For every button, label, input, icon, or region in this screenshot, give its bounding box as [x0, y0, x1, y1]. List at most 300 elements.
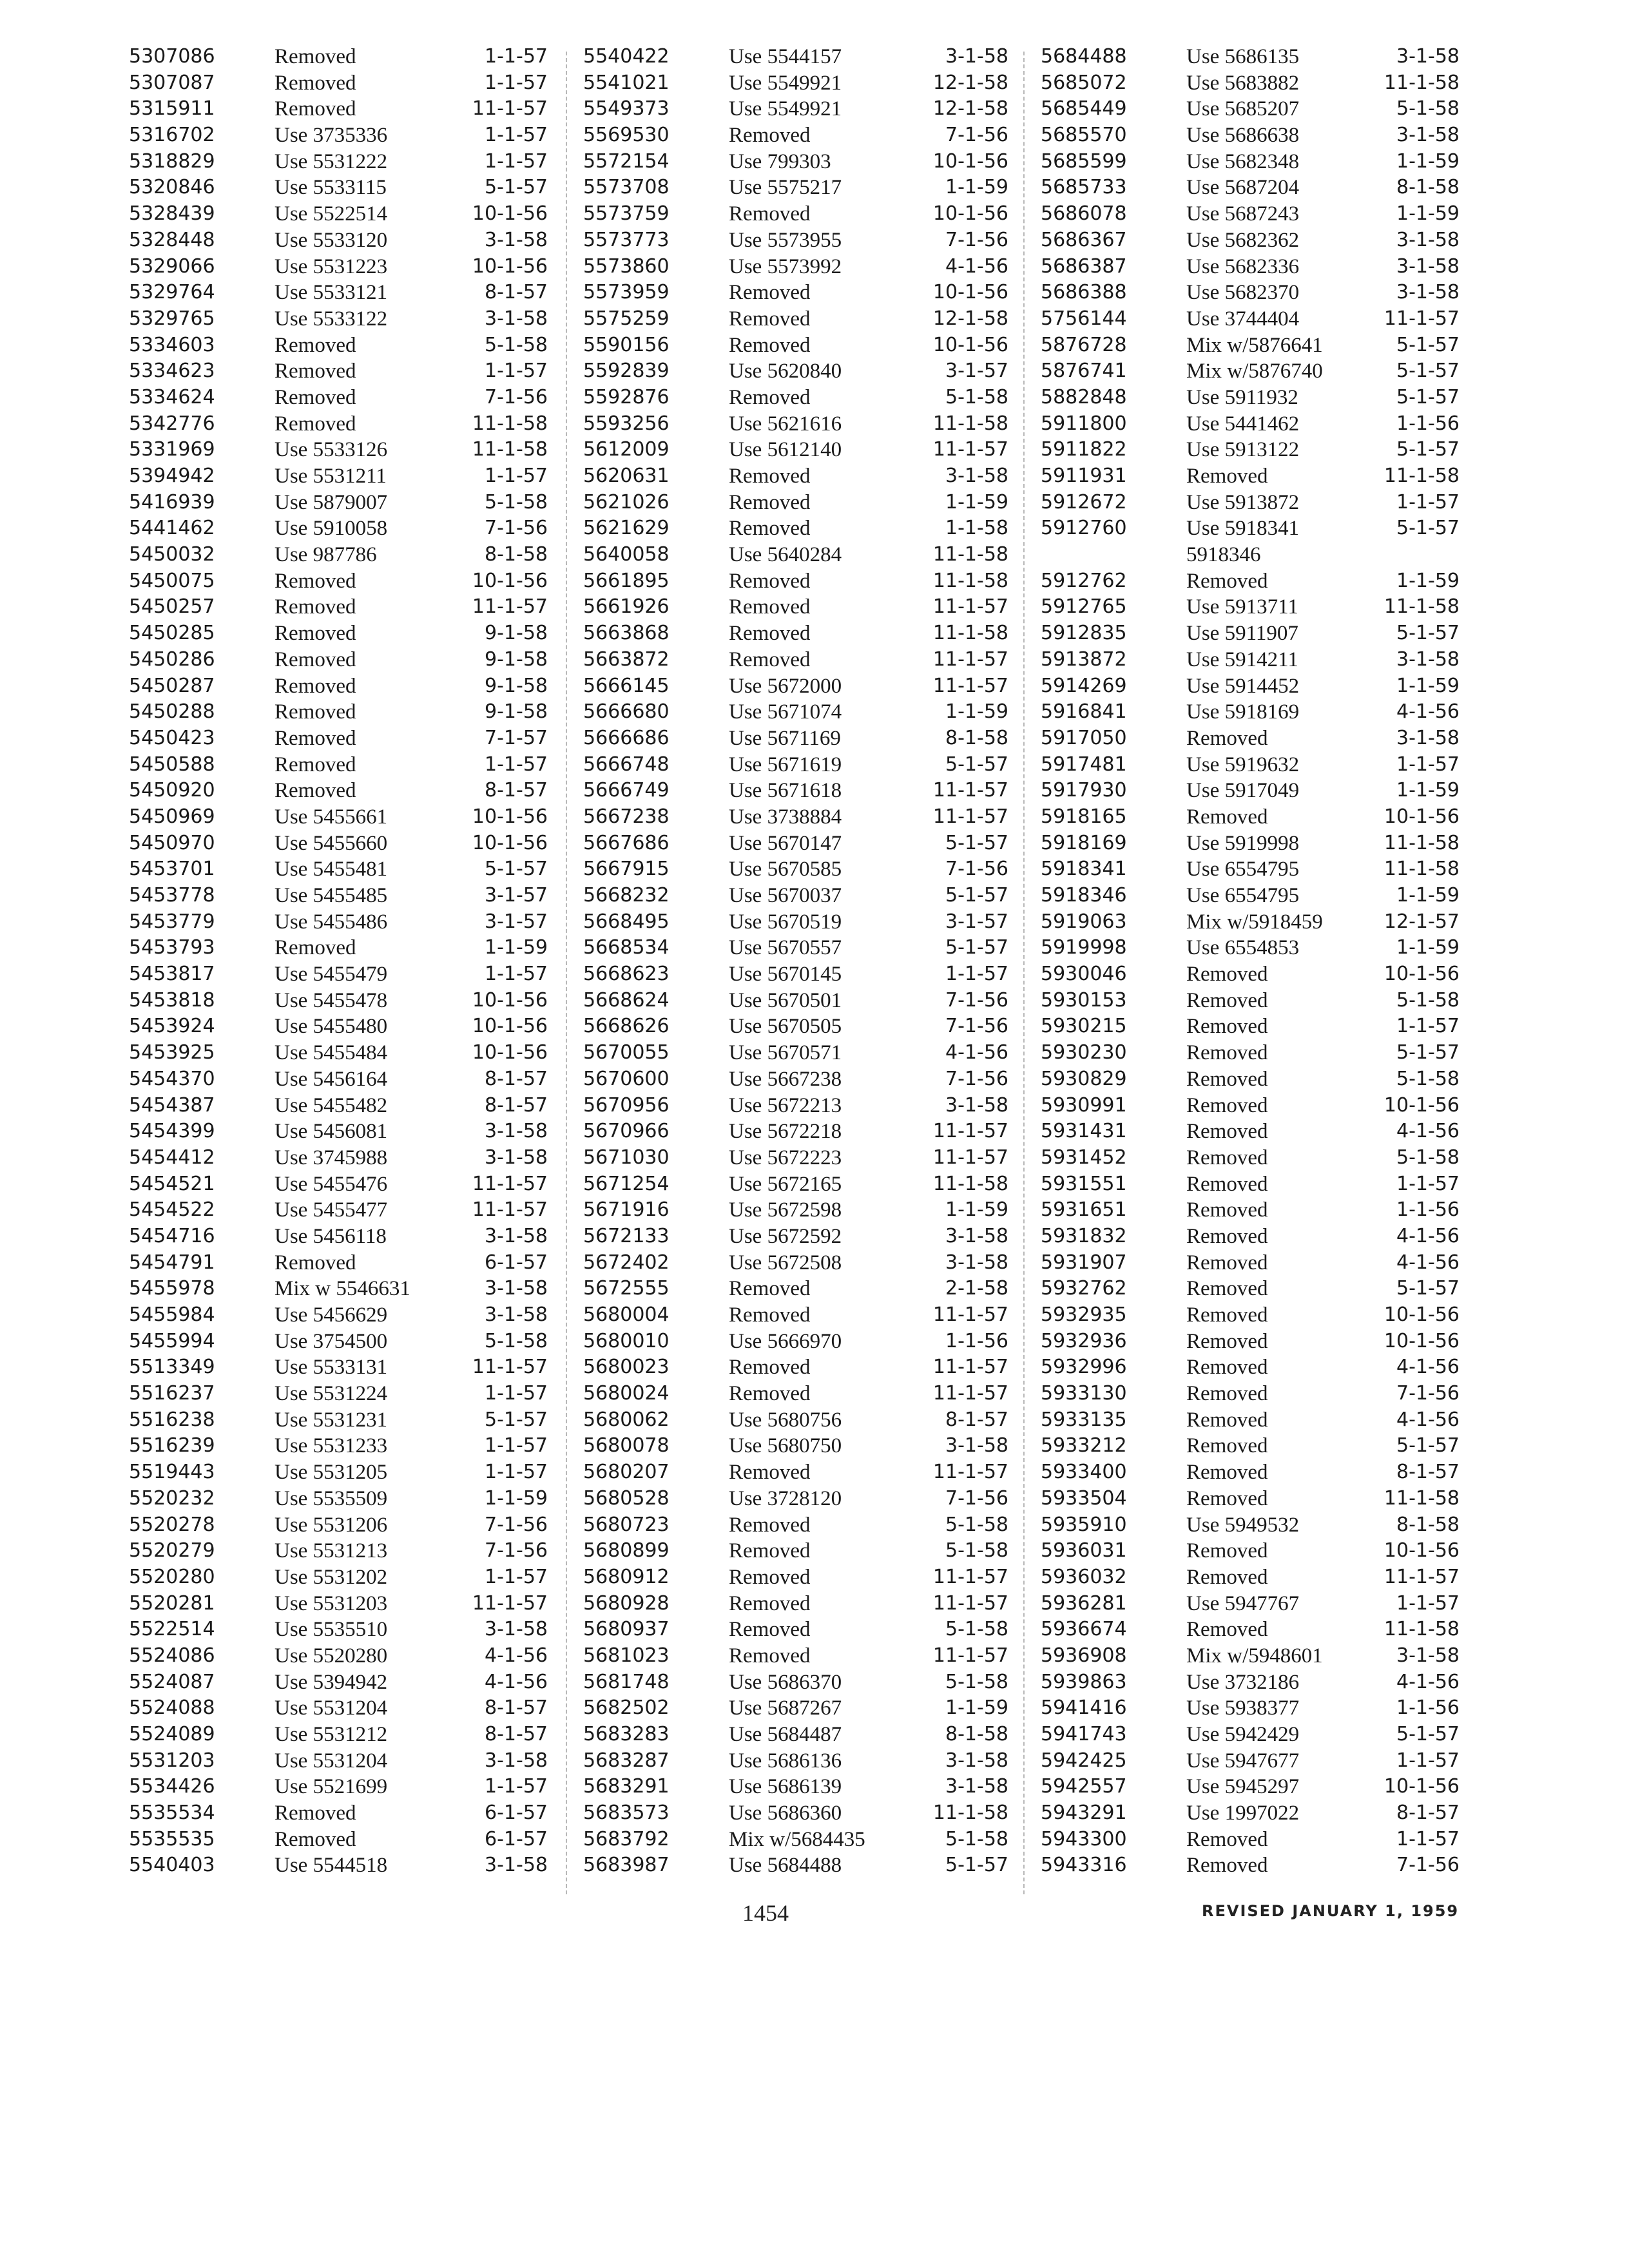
effective-date: 10-1-56	[1383, 1303, 1460, 1326]
disposition: Use 5947677	[1186, 1749, 1300, 1773]
effective-date: 12-1-58	[932, 71, 1008, 94]
part-number: 5941416	[1041, 1696, 1127, 1720]
table-row	[583, 1669, 1008, 1696]
table-row	[129, 175, 548, 201]
disposition: Removed	[1186, 1015, 1268, 1039]
table-row	[129, 411, 548, 437]
disposition: Use 5531213	[275, 1539, 388, 1563]
part-number: 5520232	[129, 1486, 215, 1510]
effective-date: 8-1-57	[485, 1093, 548, 1117]
part-number: 5394942	[129, 465, 215, 487]
part-number: 5942557	[1041, 1775, 1127, 1798]
part-number: 5592876	[583, 385, 670, 408]
disposition: Use 5686370	[729, 1670, 842, 1694]
part-number: 5916841	[1041, 700, 1127, 724]
disposition: Use 5531231	[275, 1408, 388, 1432]
table-row	[129, 332, 548, 359]
disposition: Use 5455477	[275, 1198, 388, 1222]
part-number: 5912762	[1041, 569, 1127, 592]
table-row	[1041, 1722, 1460, 1748]
table-row	[129, 385, 548, 411]
part-number: 5307086	[129, 45, 215, 68]
effective-date: 10-1-56	[472, 831, 548, 854]
effective-date: 4-1-56	[1396, 1670, 1460, 1693]
table-row	[129, 647, 548, 673]
disposition: Removed	[275, 333, 356, 357]
effective-date: 9-1-58	[485, 674, 548, 697]
table-row	[1041, 1774, 1460, 1800]
effective-date: 11-1-57	[932, 805, 1008, 828]
effective-date: 5-1-57	[945, 884, 1008, 907]
table-row	[129, 1276, 548, 1302]
part-number: 5911800	[1041, 412, 1127, 435]
effective-date: 1-1-59	[1396, 884, 1460, 907]
effective-date: 1-1-56	[1396, 1696, 1460, 1720]
disposition: Removed	[1186, 963, 1268, 986]
effective-date: 1-1-57	[485, 360, 548, 383]
effective-date: 5-1-58	[485, 490, 548, 514]
disposition: Removed	[275, 622, 356, 646]
effective-date: 1-1-57	[1396, 1827, 1460, 1850]
effective-date: 3-1-58	[945, 1434, 1008, 1457]
disposition: Use 5672000	[729, 674, 842, 698]
effective-date: 1-1-57	[1396, 753, 1460, 776]
part-number: 5668624	[583, 988, 670, 1012]
effective-date: 11-1-58	[472, 438, 548, 461]
effective-date: 5-1-58	[485, 1329, 548, 1352]
disposition: Use 5672218	[729, 1120, 842, 1144]
part-number: 5513349	[129, 1356, 215, 1379]
disposition: Use 5682370	[1186, 281, 1300, 305]
disposition: Removed	[1186, 465, 1268, 488]
part-number: 5663872	[583, 648, 670, 671]
table-row	[583, 594, 1008, 620]
part-number: 5686367	[1041, 228, 1127, 251]
effective-date: 5-1-57	[1396, 1434, 1460, 1457]
part-number: 5917481	[1041, 753, 1127, 776]
disposition: Use 5671074	[729, 700, 842, 724]
table-row	[583, 1302, 1008, 1329]
table-row	[583, 1512, 1008, 1539]
table-row	[583, 673, 1008, 700]
effective-date: 8-1-57	[485, 1067, 548, 1090]
table-row	[1041, 568, 1460, 595]
table-row	[1041, 1093, 1460, 1119]
table-row	[1041, 332, 1460, 359]
disposition: 5918346	[1186, 543, 1261, 567]
effective-date: 4-1-56	[1396, 1356, 1460, 1379]
effective-date: 3-1-58	[485, 1146, 548, 1169]
effective-date: 8-1-58	[1396, 176, 1460, 199]
effective-date: 11-1-57	[932, 1644, 1008, 1667]
effective-date: 4-1-56	[945, 1041, 1008, 1064]
effective-date: 5-1-57	[945, 753, 1008, 776]
effective-date: 4-1-56	[1396, 1408, 1460, 1431]
part-number: 5640058	[583, 543, 670, 566]
disposition: Use 5686638	[1186, 124, 1300, 148]
table-row	[129, 1852, 548, 1879]
disposition: Use 3754500	[275, 1329, 388, 1353]
disposition: Use 5573955	[729, 228, 842, 252]
disposition: Mix w/5684435	[729, 1827, 865, 1851]
disposition: Use 5640284	[729, 543, 842, 567]
disposition: Use 5533126	[275, 438, 388, 462]
disposition: Removed	[1186, 1356, 1268, 1379]
table-row	[583, 1276, 1008, 1302]
effective-date: 3-1-57	[485, 910, 548, 933]
effective-date: 3-1-58	[485, 1618, 548, 1641]
disposition: Use 5917049	[1186, 779, 1300, 803]
table-row	[583, 1171, 1008, 1198]
table-row	[1041, 1250, 1460, 1276]
disposition: Use 5531203	[275, 1591, 388, 1615]
part-number: 5930230	[1041, 1041, 1127, 1064]
part-number: 5453793	[129, 936, 215, 959]
part-number: 5334623	[129, 360, 215, 383]
table-row	[1041, 856, 1460, 883]
table-row	[1041, 96, 1460, 122]
effective-date: 1-1-58	[945, 517, 1008, 540]
disposition: Removed	[1186, 1120, 1268, 1144]
part-number: 5666749	[583, 779, 670, 802]
part-number: 5936674	[1041, 1618, 1127, 1641]
disposition: Use 5666970	[729, 1329, 842, 1353]
effective-date: 11-1-57	[932, 1382, 1008, 1405]
effective-date: 6-1-57	[485, 1251, 548, 1274]
part-number: 5681748	[583, 1670, 670, 1693]
table-row	[1041, 542, 1460, 568]
table-row	[1041, 385, 1460, 411]
table-row	[129, 1591, 548, 1617]
part-number: 5930215	[1041, 1015, 1127, 1038]
part-number: 5936908	[1041, 1644, 1127, 1667]
disposition: Removed	[1186, 1303, 1268, 1327]
table-row	[1041, 961, 1460, 988]
table-row	[129, 44, 548, 70]
disposition: Use 5455484	[275, 1041, 388, 1065]
effective-date: 3-1-58	[945, 465, 1008, 487]
table-row	[129, 149, 548, 175]
table-row	[129, 1827, 548, 1853]
table-row	[1041, 490, 1460, 516]
part-number: 5454399	[129, 1120, 215, 1143]
table-row	[583, 752, 1008, 778]
disposition: Use 5535510	[275, 1618, 388, 1642]
table-row	[583, 909, 1008, 936]
effective-date: 11-1-57	[472, 1591, 548, 1615]
table-row	[583, 1197, 1008, 1224]
table-row	[583, 961, 1008, 988]
disposition: Use 5680756	[729, 1408, 842, 1432]
table-row	[1041, 70, 1460, 97]
effective-date: 11-1-58	[1383, 831, 1460, 854]
table-row	[583, 1093, 1008, 1119]
effective-date: 1-1-56	[1396, 412, 1460, 435]
effective-date: 3-1-58	[485, 228, 548, 251]
disposition: Removed	[275, 936, 356, 960]
table-row	[1041, 699, 1460, 726]
effective-date: 12-1-58	[932, 97, 1008, 120]
table-row	[583, 1145, 1008, 1171]
part-number: 5931551	[1041, 1172, 1127, 1195]
effective-date: 4-1-56	[485, 1644, 548, 1667]
disposition: Use 5573992	[729, 255, 842, 278]
effective-date: 5-1-57	[1396, 333, 1460, 356]
effective-date: 10-1-56	[932, 149, 1008, 173]
effective-date: 5-1-58	[1396, 988, 1460, 1012]
disposition: Use 5671618	[729, 779, 842, 803]
effective-date: 3-1-58	[485, 1303, 548, 1326]
table-row	[583, 149, 1008, 175]
effective-date: 1-1-56	[945, 1329, 1008, 1352]
effective-date: 7-1-56	[485, 1539, 548, 1562]
effective-date: 5-1-57	[1396, 360, 1460, 383]
effective-date: 11-1-58	[1383, 595, 1460, 619]
disposition: Removed	[275, 1827, 356, 1851]
part-number: 5569530	[583, 124, 670, 147]
part-number: 5307087	[129, 71, 215, 94]
disposition: Use 5672223	[729, 1146, 842, 1169]
disposition: Use 5680750	[729, 1434, 842, 1458]
effective-date: 7-1-56	[945, 1486, 1008, 1510]
effective-date: 11-1-57	[1383, 307, 1460, 330]
part-number: 5450075	[129, 569, 215, 592]
part-number: 5933504	[1041, 1486, 1127, 1510]
part-number: 5549373	[583, 97, 670, 120]
part-number: 5329764	[129, 281, 215, 304]
disposition: Use 5684488	[729, 1854, 842, 1878]
table-row	[583, 254, 1008, 280]
table-row	[129, 673, 548, 700]
part-number: 5931452	[1041, 1146, 1127, 1169]
table-row	[129, 961, 548, 988]
effective-date: 3-1-58	[945, 1251, 1008, 1274]
disposition: Use 5686360	[729, 1802, 842, 1825]
part-number: 5454716	[129, 1224, 215, 1247]
disposition: Use 5533131	[275, 1356, 388, 1379]
part-number: 5671254	[583, 1172, 670, 1195]
effective-date: 3-1-57	[945, 910, 1008, 933]
disposition: Removed	[1186, 1329, 1268, 1353]
effective-date: 11-1-57	[932, 1303, 1008, 1326]
disposition: Use 3732186	[1186, 1670, 1300, 1694]
effective-date: 5-1-57	[1396, 517, 1460, 540]
part-number: 5670055	[583, 1041, 670, 1064]
disposition: Use 5914211	[1186, 648, 1298, 671]
table-row	[129, 883, 548, 909]
part-number: 5914269	[1041, 674, 1127, 697]
effective-date: 5-1-58	[945, 1827, 1008, 1850]
part-number: 5680078	[583, 1434, 670, 1457]
table-row	[1041, 149, 1460, 175]
effective-date: 5-1-58	[485, 333, 548, 356]
effective-date: 1-1-57	[485, 124, 548, 147]
effective-date: 3-1-58	[485, 1277, 548, 1300]
table-row	[583, 883, 1008, 909]
part-number: 5931832	[1041, 1224, 1127, 1247]
part-number: 5912672	[1041, 490, 1127, 514]
disposition: Use 5918169	[1186, 700, 1300, 724]
effective-date: 10-1-56	[1383, 963, 1460, 986]
disposition: Removed	[1186, 1198, 1268, 1222]
effective-date: 1-1-57	[485, 45, 548, 68]
table-row	[583, 280, 1008, 306]
disposition: Use 6554795	[1186, 884, 1300, 907]
table-row	[1041, 620, 1460, 647]
disposition: Removed	[729, 1303, 811, 1327]
part-number: 5936281	[1041, 1591, 1127, 1615]
effective-date: 10-1-56	[1383, 805, 1460, 828]
disposition: Use 5670145	[729, 963, 842, 986]
disposition: Use 5942429	[1186, 1723, 1300, 1746]
effective-date: 1-1-59	[1396, 779, 1460, 802]
disposition: Use 5686135	[1186, 45, 1300, 68]
table-row	[583, 1695, 1008, 1722]
part-number: 5453925	[129, 1041, 215, 1064]
table-row	[583, 568, 1008, 595]
part-number: 5683287	[583, 1749, 670, 1772]
disposition: Use 5533121	[275, 281, 388, 305]
effective-date: 10-1-56	[472, 1015, 548, 1038]
table-row	[129, 1538, 548, 1564]
disposition: Removed	[275, 569, 356, 593]
table-row	[129, 1695, 548, 1722]
table-row	[129, 1486, 548, 1512]
effective-date: 11-1-58	[1383, 1618, 1460, 1641]
effective-date: 7-1-56	[485, 385, 548, 408]
disposition: Removed	[729, 490, 811, 514]
table-row	[583, 856, 1008, 883]
disposition: Use 5671619	[729, 753, 842, 776]
table-row	[129, 1722, 548, 1748]
disposition: Removed	[1186, 1539, 1268, 1563]
part-number: 5668534	[583, 936, 670, 959]
effective-date: 8-1-57	[485, 1696, 548, 1720]
disposition: Removed	[729, 465, 811, 488]
disposition: Removed	[1186, 569, 1268, 593]
disposition: Use 5918341	[1186, 517, 1300, 541]
part-number: 5416939	[129, 490, 215, 514]
effective-date: 7-1-56	[945, 1015, 1008, 1038]
part-number: 5932936	[1041, 1329, 1127, 1352]
disposition: Use 5682362	[1186, 228, 1300, 252]
disposition: Use 5913122	[1186, 438, 1300, 462]
table-row	[129, 804, 548, 831]
disposition: Use 5670037	[729, 884, 842, 907]
disposition: Use 5687243	[1186, 202, 1300, 226]
part-number: 5534426	[129, 1775, 215, 1798]
table-row	[1041, 463, 1460, 490]
effective-date: 1-1-57	[485, 753, 548, 776]
disposition: Use 5455479	[275, 963, 388, 986]
part-number: 5453818	[129, 988, 215, 1012]
effective-date: 7-1-56	[945, 124, 1008, 147]
effective-date: 5-1-58	[1396, 1067, 1460, 1090]
part-number: 5682502	[583, 1696, 670, 1720]
table-row	[583, 515, 1008, 542]
table-row	[1041, 988, 1460, 1014]
part-number: 5454521	[129, 1172, 215, 1195]
part-number: 5683573	[583, 1802, 670, 1825]
table-row	[1041, 1669, 1460, 1696]
table-row	[1041, 201, 1460, 227]
disposition: Removed	[729, 385, 811, 409]
table-row	[583, 1459, 1008, 1486]
table-row	[129, 1669, 548, 1696]
part-number: 5913872	[1041, 648, 1127, 671]
table-row	[129, 1224, 548, 1250]
disposition: Use 5549921	[729, 71, 842, 95]
effective-date: 10-1-56	[1383, 1329, 1460, 1352]
disposition: Use 5910058	[275, 517, 388, 541]
table-row	[583, 1040, 1008, 1066]
disposition: Use 5919998	[1186, 831, 1300, 855]
disposition: Use 5531222	[275, 149, 388, 173]
table-row	[583, 1800, 1008, 1827]
effective-date: 7-1-56	[945, 1067, 1008, 1090]
disposition: Mix w/5918459	[1186, 910, 1323, 934]
part-number: 5681023	[583, 1644, 670, 1667]
part-number: 5936032	[1041, 1565, 1127, 1588]
table-row	[583, 1119, 1008, 1145]
part-number: 5680004	[583, 1303, 670, 1326]
effective-date: 3-1-58	[1396, 228, 1460, 251]
effective-date: 5-1-57	[485, 858, 548, 881]
part-number: 5668232	[583, 884, 670, 907]
table-row	[129, 1774, 548, 1800]
part-number: 5453924	[129, 1015, 215, 1038]
part-number: 5939863	[1041, 1670, 1127, 1693]
disposition: Use 5621616	[729, 412, 842, 436]
effective-date: 8-1-58	[945, 1723, 1008, 1745]
effective-date: 11-1-57	[932, 438, 1008, 461]
effective-date: 7-1-56	[485, 1513, 548, 1536]
effective-date: 1-1-57	[1396, 1591, 1460, 1615]
table-row	[129, 1302, 548, 1329]
effective-date: 10-1-56	[932, 333, 1008, 356]
effective-date: 8-1-58	[1396, 1513, 1460, 1536]
effective-date: 5-1-58	[945, 1539, 1008, 1562]
disposition: Use 5938377	[1186, 1696, 1300, 1720]
part-number: 5318829	[129, 149, 215, 173]
effective-date: 10-1-56	[472, 805, 548, 828]
part-number: 5680528	[583, 1486, 670, 1510]
table-row	[1041, 1564, 1460, 1591]
part-number: 5668626	[583, 1015, 670, 1038]
disposition: Use 3735336	[275, 124, 388, 148]
disposition: Use 5947767	[1186, 1591, 1300, 1615]
disposition: Use 5455476	[275, 1172, 388, 1196]
part-number: 5516238	[129, 1408, 215, 1431]
part-number: 5680062	[583, 1408, 670, 1431]
effective-date: 11-1-58	[1383, 1486, 1460, 1510]
table-row	[1041, 1800, 1460, 1827]
disposition: Use 5455661	[275, 805, 388, 829]
table-row	[129, 358, 548, 385]
effective-date: 5-1-57	[945, 1854, 1008, 1877]
disposition: Use 6554795	[1186, 858, 1300, 881]
part-number: 5524087	[129, 1670, 215, 1693]
effective-date: 1-1-56	[1396, 1198, 1460, 1222]
effective-date: 11-1-58	[932, 1802, 1008, 1825]
table-row	[583, 332, 1008, 359]
effective-date: 9-1-58	[485, 700, 548, 724]
effective-date: 1-1-59	[485, 1486, 548, 1510]
effective-date: 3-1-58	[945, 1775, 1008, 1798]
table-row	[129, 620, 548, 647]
effective-date: 1-1-59	[1396, 936, 1460, 959]
disposition: Removed	[275, 45, 356, 68]
